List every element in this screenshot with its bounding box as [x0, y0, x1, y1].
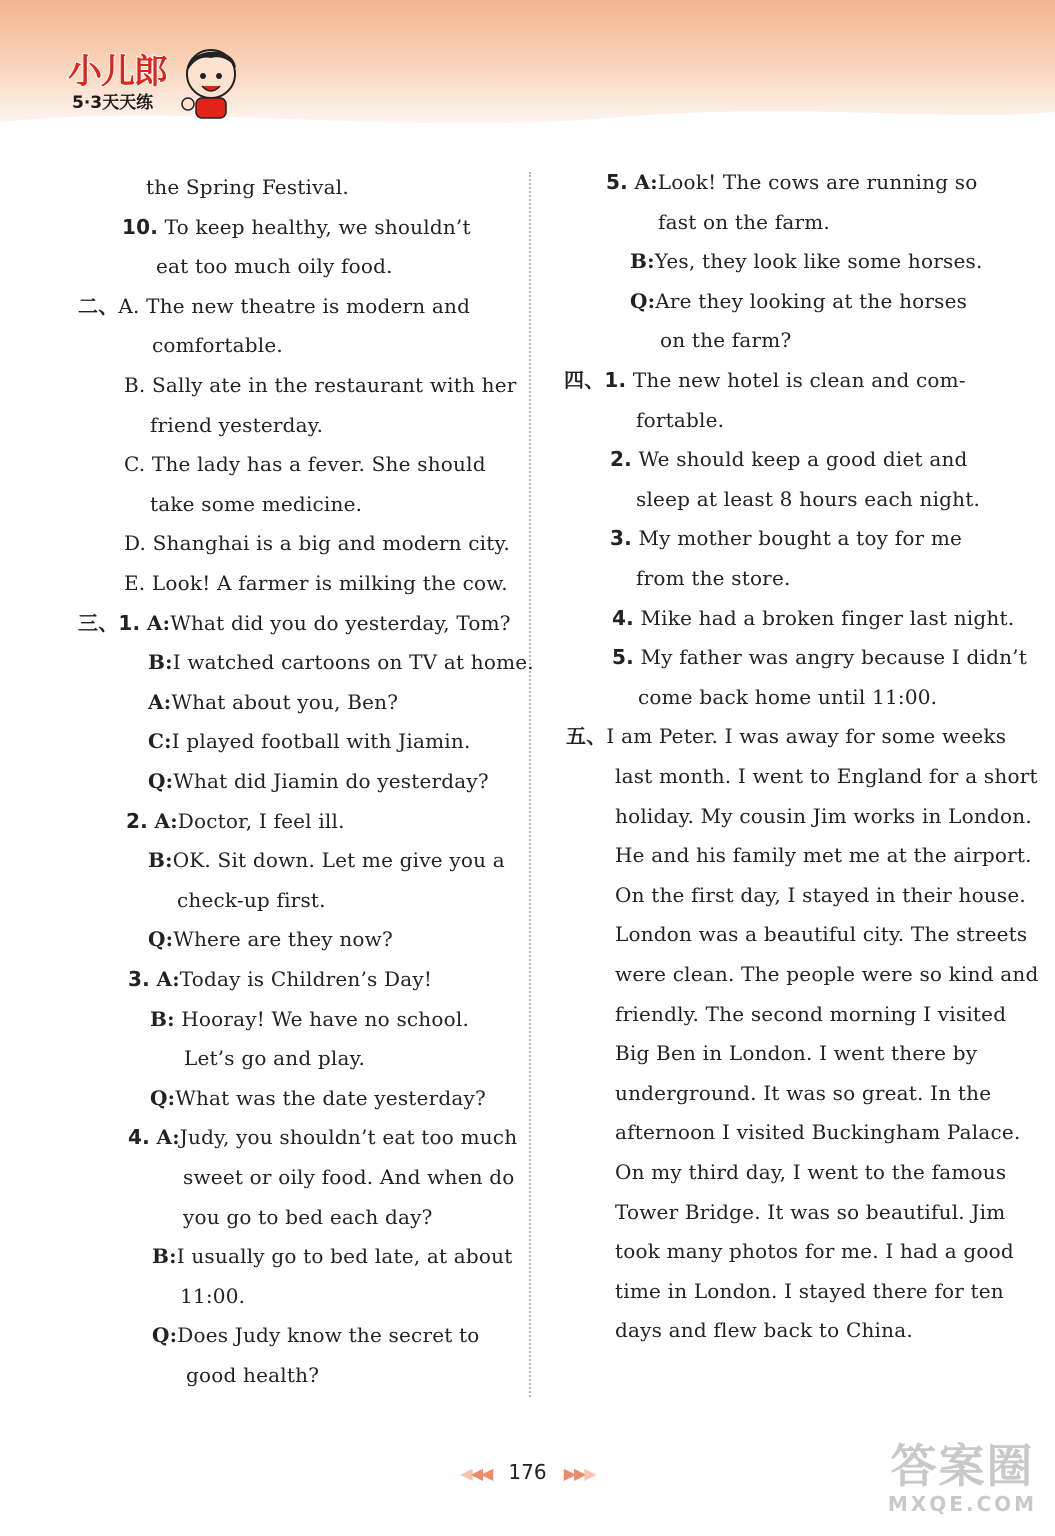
text-line: [612, 605, 1014, 631]
item-number: 5.: [606, 170, 628, 194]
line-text: friend yesterday.: [150, 412, 324, 437]
text-line: [152, 1243, 513, 1269]
text-line: [183, 1204, 433, 1230]
line-text: What was the date yesterday?: [175, 1085, 486, 1110]
text-line: [180, 1283, 245, 1309]
speaker-label: Q:: [630, 288, 656, 313]
line-text: afternoon I visited Buckingham Palace.: [615, 1120, 1021, 1145]
text-line: [150, 1085, 486, 1111]
text-line: [128, 966, 432, 992]
line-text: you go to bed each day?: [183, 1204, 433, 1229]
brand-logo: [60, 40, 240, 125]
item-number: 3.: [610, 526, 632, 551]
text-line: [150, 491, 362, 517]
line-text: Does Judy know the secret to: [177, 1323, 480, 1348]
item-number: 1.: [118, 610, 141, 635]
line-text: were clean. The people were so kind and: [615, 962, 1039, 986]
line-text: 11:00.: [180, 1283, 246, 1308]
text-line: [148, 649, 534, 675]
item-number: 2.: [126, 808, 148, 833]
text-line: [610, 525, 962, 551]
text-line: [615, 842, 1032, 868]
line-text: C. The lady has a fever. She should: [124, 452, 486, 477]
line-text: days and flew back to China.: [615, 1318, 913, 1343]
line-text: friendly. The second morning I visited: [615, 1001, 1007, 1026]
line-text: My father was angry because I didn’t: [640, 645, 1027, 670]
line-text: My mother bought a toy for me: [638, 526, 963, 551]
text-line: [612, 644, 1027, 670]
text-line: [636, 486, 980, 512]
line-text: OK. Sit down. Let me give you a: [172, 848, 505, 873]
line-text: Doctor, I feel ill.: [177, 808, 345, 833]
item-number: 1.: [604, 368, 627, 392]
item-number: 5.: [612, 645, 634, 670]
speaker-label: A:: [156, 967, 180, 991]
speaker-label: B:: [150, 1006, 175, 1031]
line-text: time in London. I stayed there for ten: [615, 1278, 1004, 1303]
line-text: The new hotel is clean and com-: [632, 368, 966, 392]
line-text: Look! The cows are running so: [657, 170, 978, 194]
line-text: We should keep a good diet and: [638, 447, 968, 472]
item-number: 2.: [610, 447, 632, 472]
text-line: [148, 728, 471, 754]
line-text: What about you, Ben?: [171, 689, 399, 714]
text-line: [124, 372, 517, 398]
text-line: [124, 451, 486, 477]
text-line: [615, 763, 1038, 789]
line-text: E. Look! A farmer is milking the cow.: [124, 571, 508, 595]
text-line: [615, 1119, 1021, 1145]
text-line: [636, 407, 724, 433]
text-line: [122, 214, 471, 240]
line-text: D. Shanghai is a big and modern city.: [124, 531, 510, 556]
text-line: [124, 530, 510, 556]
line-text: A. The new theatre is modern and: [118, 293, 471, 318]
speaker-label: A:: [634, 170, 658, 194]
speaker-label: Q:: [152, 1323, 178, 1348]
line-text: Tower Bridge. It was so beautiful. Jim: [615, 1199, 1006, 1224]
text-line: [615, 1317, 913, 1343]
text-line: [148, 926, 393, 952]
line-text: Hooray! We have no school.: [174, 1006, 470, 1031]
section-marker: 五、: [566, 724, 607, 749]
text-line: [564, 367, 966, 393]
text-line: [636, 565, 791, 591]
line-text: On my third day, I went to the famous: [615, 1160, 1007, 1184]
speaker-label: Q:: [150, 1085, 176, 1110]
line-text: come back home until 11:00.: [638, 684, 938, 709]
speaker-label: Q:: [148, 927, 174, 952]
line-text: from the store.: [636, 566, 791, 590]
item-number: 10.: [122, 214, 159, 239]
text-line: [566, 723, 1006, 749]
text-line: [128, 1124, 517, 1150]
speaker-label: B:: [152, 1244, 177, 1269]
text-line: [124, 570, 508, 596]
speaker-label: A:: [146, 610, 171, 635]
line-text: sleep at least 8 hours each night.: [636, 486, 981, 511]
text-line: [630, 288, 967, 314]
section-marker: 二、: [78, 293, 119, 318]
line-text: Are they looking at the horses: [655, 288, 968, 313]
text-line: [615, 1159, 1006, 1185]
page-number: 176: [508, 1460, 547, 1484]
line-text: fast on the farm.: [658, 209, 830, 234]
speaker-label: A:: [148, 689, 172, 714]
line-text: take some medicine.: [150, 491, 363, 516]
line-text: He and his family met me at the airport.: [615, 843, 1032, 868]
line-text: Today is Children’s Day!: [179, 967, 433, 991]
text-line: [615, 1199, 1005, 1225]
line-text: I played football with Jiamin.: [171, 729, 471, 754]
text-line: [615, 1040, 977, 1066]
line-text: Where are they now?: [173, 927, 393, 952]
line-text: Big Ben in London. I went there by: [615, 1041, 978, 1066]
text-line: [658, 209, 830, 235]
text-line: [150, 1006, 469, 1032]
speaker-label: A:: [156, 1125, 180, 1150]
line-text: To keep healthy, we shouldn’t: [164, 214, 471, 239]
text-line: [148, 689, 398, 715]
text-line: [177, 887, 326, 913]
text-line: [610, 446, 968, 472]
line-text: good health?: [186, 1363, 320, 1387]
speaker-label: B:: [630, 249, 655, 274]
line-text: B. Sally ate in the restaurant with her: [124, 373, 517, 397]
item-number: 3.: [128, 967, 150, 991]
mascot-icon: [178, 40, 244, 120]
text-line: [615, 961, 1038, 987]
text-line: [606, 169, 978, 195]
section-marker: 三、: [78, 610, 119, 635]
line-text: last month. I went to England for a short: [615, 764, 1038, 788]
text-line: [184, 1045, 365, 1071]
next-arrows-icon: ▶▶▶: [563, 1464, 595, 1483]
text-line: [148, 768, 489, 794]
speaker-label: A:: [154, 808, 178, 833]
text-line: [152, 332, 283, 358]
line-text: holiday. My cousin Jim works in London.: [615, 803, 1032, 828]
text-line: [615, 1001, 1006, 1027]
line-text: On the first day, I stayed in their house.: [615, 882, 1026, 907]
logo-subtitle: 5·3天天练: [72, 93, 154, 113]
text-line: [148, 847, 505, 873]
line-text: fortable.: [636, 407, 725, 432]
watermark: [880, 1440, 1045, 1530]
text-line: [615, 803, 1032, 829]
text-line: [126, 808, 345, 834]
line-text: What did Jiamin do yesterday?: [173, 769, 489, 793]
line-text: the Spring Festival.: [146, 175, 349, 199]
line-text: comfortable.: [152, 333, 283, 358]
speaker-label: B:: [148, 650, 173, 675]
line-text: underground. It was so great. In the: [615, 1080, 992, 1105]
text-line: [660, 327, 791, 353]
text-line: [146, 174, 349, 200]
line-text: Let’s go and play.: [184, 1046, 366, 1071]
text-line: [615, 882, 1026, 908]
line-text: I usually go to bed late, at about: [176, 1244, 513, 1269]
section-marker: 四、: [564, 368, 605, 392]
line-text: Yes, they look like some horses.: [654, 249, 983, 274]
line-text: London was a beautiful city. The streets: [615, 922, 1028, 947]
line-text: on the farm?: [660, 328, 792, 353]
speaker-label: Q:: [148, 769, 174, 793]
line-text: took many photos for me. I had a good: [615, 1239, 1014, 1264]
text-line: [152, 1322, 480, 1348]
column-divider: [529, 172, 531, 1397]
line-text: I watched cartoons on TV at home.: [172, 650, 534, 675]
item-number: 4.: [128, 1125, 150, 1150]
text-line: [78, 610, 511, 636]
text-line: [638, 684, 937, 710]
text-line: [183, 1164, 515, 1190]
logo-title: 小儿郎: [68, 52, 167, 92]
item-number: 4.: [612, 605, 634, 630]
line-text: Mike had a broken finger last night.: [640, 605, 1015, 630]
text-line: [615, 1080, 991, 1106]
text-line: [615, 921, 1027, 947]
line-text: What did you do yesterday, Tom?: [170, 610, 511, 635]
line-text: I am Peter. I was away for some weeks: [606, 724, 1007, 749]
text-line: [156, 253, 393, 279]
text-line: [78, 293, 470, 319]
prev-arrows-icon: ◀◀◀: [460, 1464, 492, 1483]
watermark-main: 答案圈: [890, 1439, 1035, 1493]
speaker-label: C:: [148, 729, 172, 754]
line-text: sweet or oily food. And when do: [183, 1165, 515, 1189]
line-text: eat too much oily food.: [156, 254, 393, 279]
text-line: [186, 1362, 319, 1388]
text-line: [630, 248, 983, 274]
watermark-sub: MXQE.COM: [887, 1492, 1038, 1516]
text-line: [615, 1278, 1004, 1304]
text-line: [615, 1238, 1014, 1264]
speaker-label: B:: [148, 848, 173, 873]
line-text: check-up first.: [177, 887, 326, 912]
text-line: [150, 412, 323, 438]
line-text: Judy, you shouldn’t eat too much: [179, 1125, 518, 1150]
